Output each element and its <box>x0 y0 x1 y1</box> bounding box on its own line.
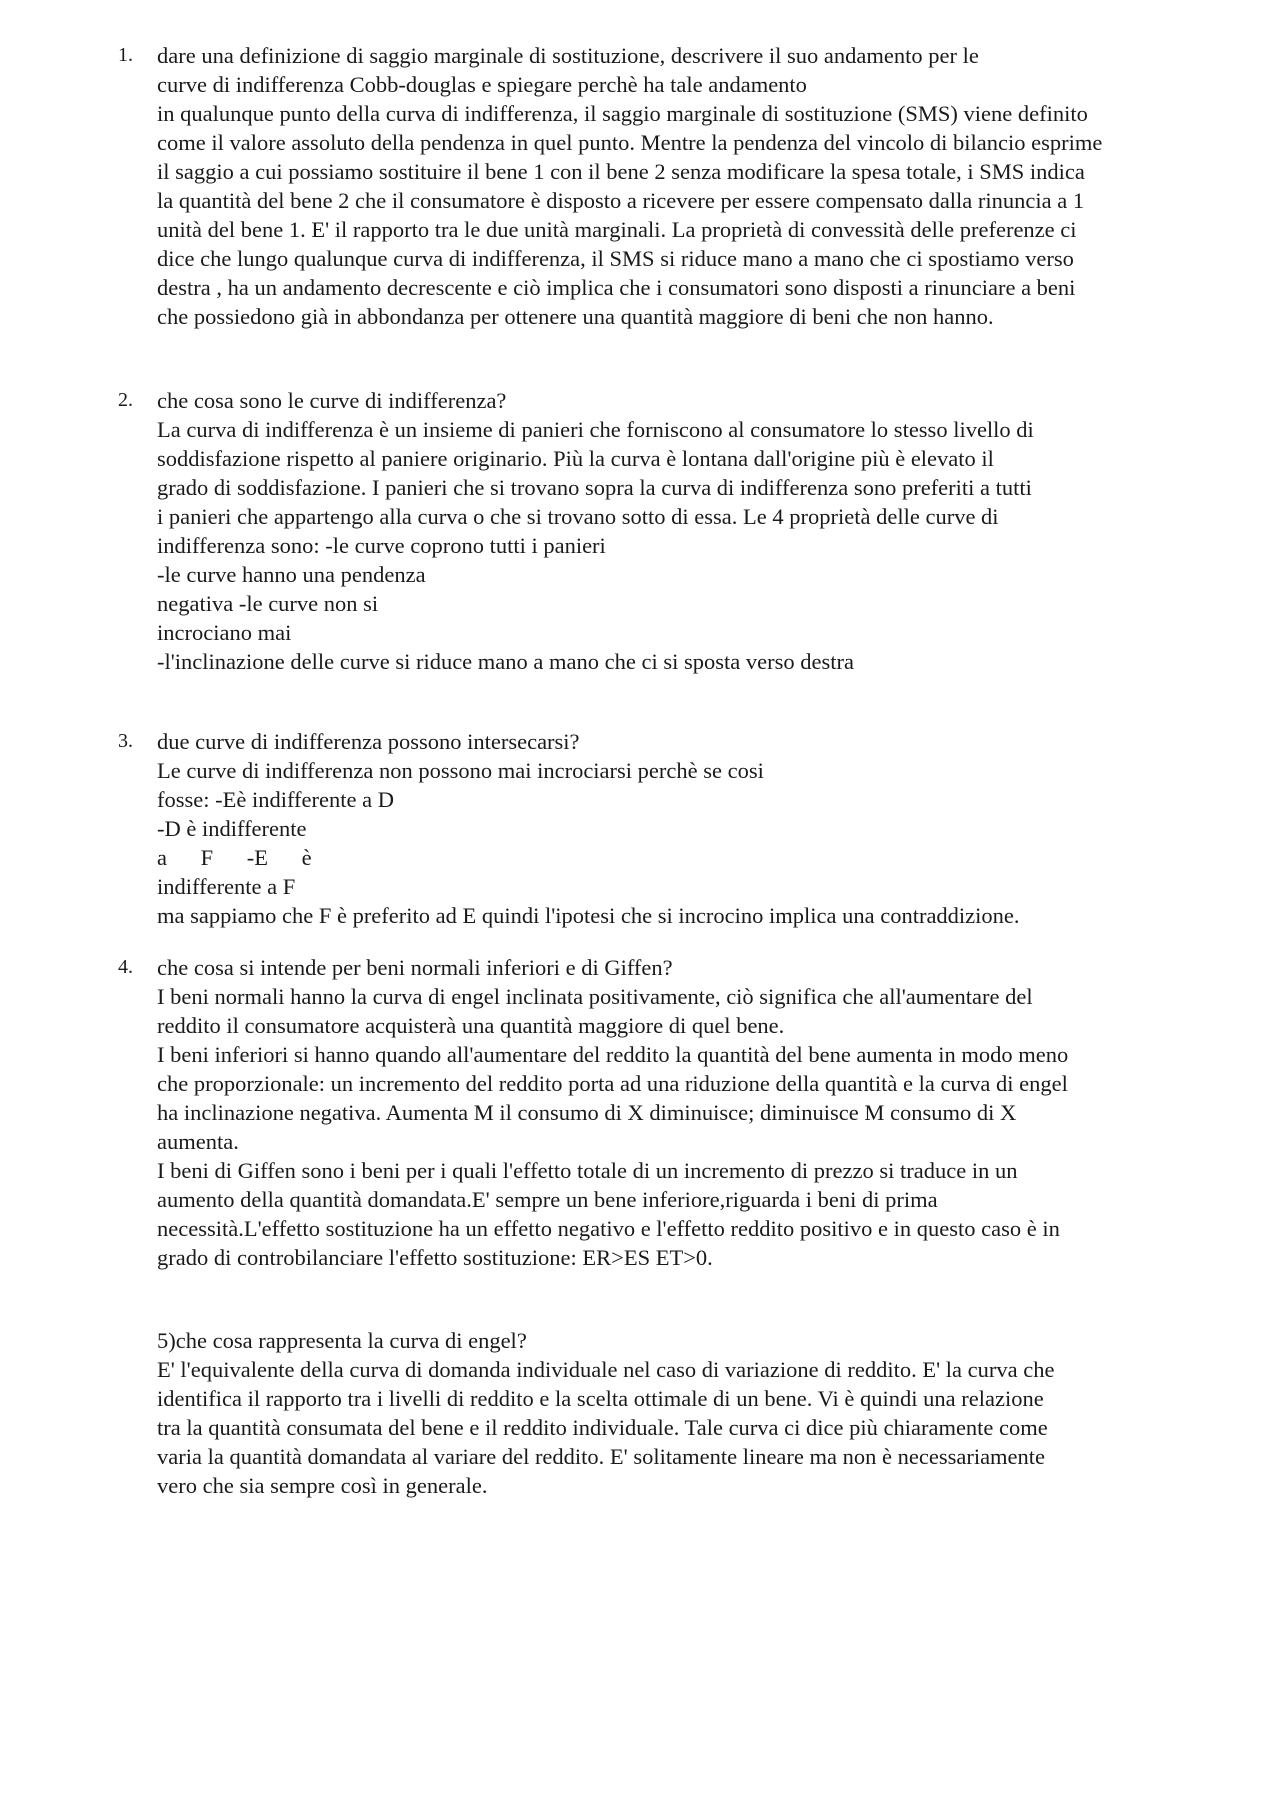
question-text <box>157 727 1267 930</box>
text-line: che proporzionale: un incremento del reddito porta ad una riduzione della quantità e la curva di engel <box>157 1071 1068 1096</box>
text-line: incrociano mai <box>157 620 292 645</box>
text-line: che cosa si intende per beni normali inferiori e di Giffen? <box>157 955 673 980</box>
text-line: I beni normali hanno la curva di engel inclinata positivamente, ciò significa che all'aumentare del <box>157 984 1033 1009</box>
text-line: varia la quantità domandata al variare del reddito. E' solitamente lineare ma non è necessariamente <box>157 1444 1046 1469</box>
text-line: -l'inclinazione delle curve si riduce mano a mano che ci si sposta verso destra <box>157 649 854 674</box>
text-line: ha inclinazione negativa. Aumenta M il consumo di X diminuisce; diminuisce M consumo di X <box>157 1100 1017 1125</box>
text-line: indifferenza sono: -le curve coprono tutti i panieri <box>157 533 606 558</box>
text-line: destra , ha un andamento decrescente e ciò implica che i consumatori sono disposti a rinunciare a beni <box>157 275 1076 300</box>
question-number: 2. <box>118 389 133 411</box>
text-line: due curve di indifferenza possono intersecarsi? <box>157 729 580 754</box>
text-line: che possiedono già in abbondanza per ottenere una quantità maggiore di beni che non hanno. <box>157 304 994 329</box>
text-line: la quantità del bene 2 che il consumatore è disposto a ricevere per essere compensato dalla rinuncia a 1 <box>157 188 1085 213</box>
text-line: a F -E è <box>157 845 312 870</box>
text-line: aumento della quantità domandata.E' sempre un bene inferiore,riguarda i beni di prima <box>157 1187 938 1212</box>
text-line: fosse: -Eè indifferente a D <box>157 787 394 812</box>
question-text <box>157 953 1267 1272</box>
text-line: curve di indifferenza Cobb-douglas e spiegare perchè ha tale andamento <box>157 72 807 97</box>
text-line: 5)che cosa rappresenta la curva di engel? <box>157 1328 527 1353</box>
text-line: ma sappiamo che F è preferito ad E quindi l'ipotesi che si incrocino implica una contraddizione. <box>157 903 1020 928</box>
text-line: dare una definizione di saggio marginale di sostituzione, descrivere il suo andamento per le <box>157 43 979 68</box>
text-line: che cosa sono le curve di indifferenza? <box>157 388 507 413</box>
text-line: identifica il rapporto tra i livelli di reddito e la scelta ottimale di un bene. Vi è quindi una relazione <box>157 1386 1044 1411</box>
text-line: grado di soddisfazione. I panieri che si trovano sopra la curva di indifferenza sono preferiti a tutti <box>157 475 1032 500</box>
text-line: unità del bene 1. E' il rapporto tra le due unità marginali. La proprietà di convessità delle preferenze ci <box>157 217 1077 242</box>
text-line: E' l'equivalente della curva di domanda individuale nel caso di variazione di reddito. E' la curva che <box>157 1357 1055 1382</box>
text-line: i panieri che appartengo alla curva o che si trovano sotto di essa. Le 4 proprietà delle curve di <box>157 504 999 529</box>
text-line: reddito il consumatore acquisterà una quantità maggiore di quel bene. <box>157 1013 785 1038</box>
text-line: -le curve hanno una pendenza <box>157 562 426 587</box>
text-line: indifferente a F <box>157 874 296 899</box>
text-line: soddisfazione rispetto al paniere originario. Più la curva è lontana dall'origine più è elevato il <box>157 446 994 471</box>
question-text <box>157 41 1267 331</box>
text-line: il saggio a cui possiamo sostituire il bene 1 con il bene 2 senza modificare la spesa totale, i SMS indica <box>157 159 1085 184</box>
question-number: 4. <box>118 956 133 978</box>
question-number: 3. <box>118 730 133 752</box>
question-text <box>157 1326 1267 1500</box>
text-line: in qualunque punto della curva di indifferenza, il saggio marginale di sostituzione (SMS) viene definito <box>157 101 1088 126</box>
text-line: tra la quantità consumata del bene e il reddito individuale. Tale curva ci dice più chiaramente come <box>157 1415 1048 1440</box>
text-line: grado di controbilanciare l'effetto sostituzione: ER>ES ET>0. <box>157 1245 713 1270</box>
text-line: I beni inferiori si hanno quando all'aumentare del reddito la quantità del bene aumenta in modo meno <box>157 1042 1069 1067</box>
text-line: I beni di Giffen sono i beni per i quali l'effetto totale di un incremento di prezzo si traduce in un <box>157 1158 1018 1183</box>
text-line: La curva di indifferenza è un insieme di panieri che forniscono al consumatore lo stesso livello di <box>157 417 1034 442</box>
text-line: aumenta. <box>157 1129 239 1154</box>
text-line: dice che lungo qualunque curva di indifferenza, il SMS si riduce mano a mano che ci spostiamo verso <box>157 246 1074 271</box>
question-text <box>157 386 1267 676</box>
text-line: come il valore assoluto della pendenza in quel punto. Mentre la pendenza del vincolo di bilancio esprime <box>157 130 1103 155</box>
text-line: vero che sia sempre così in generale. <box>157 1473 488 1498</box>
text-line: -D è indifferente <box>157 816 307 841</box>
text-line: negativa -le curve non si <box>157 591 379 616</box>
text-line: necessità.L'effetto sostituzione ha un effetto negativo e l'effetto reddito positivo e in questo caso è in <box>157 1216 1060 1241</box>
question-number: 1. <box>118 44 133 66</box>
text-line: Le curve di indifferenza non possono mai incrociarsi perchè se cosi <box>157 758 764 783</box>
